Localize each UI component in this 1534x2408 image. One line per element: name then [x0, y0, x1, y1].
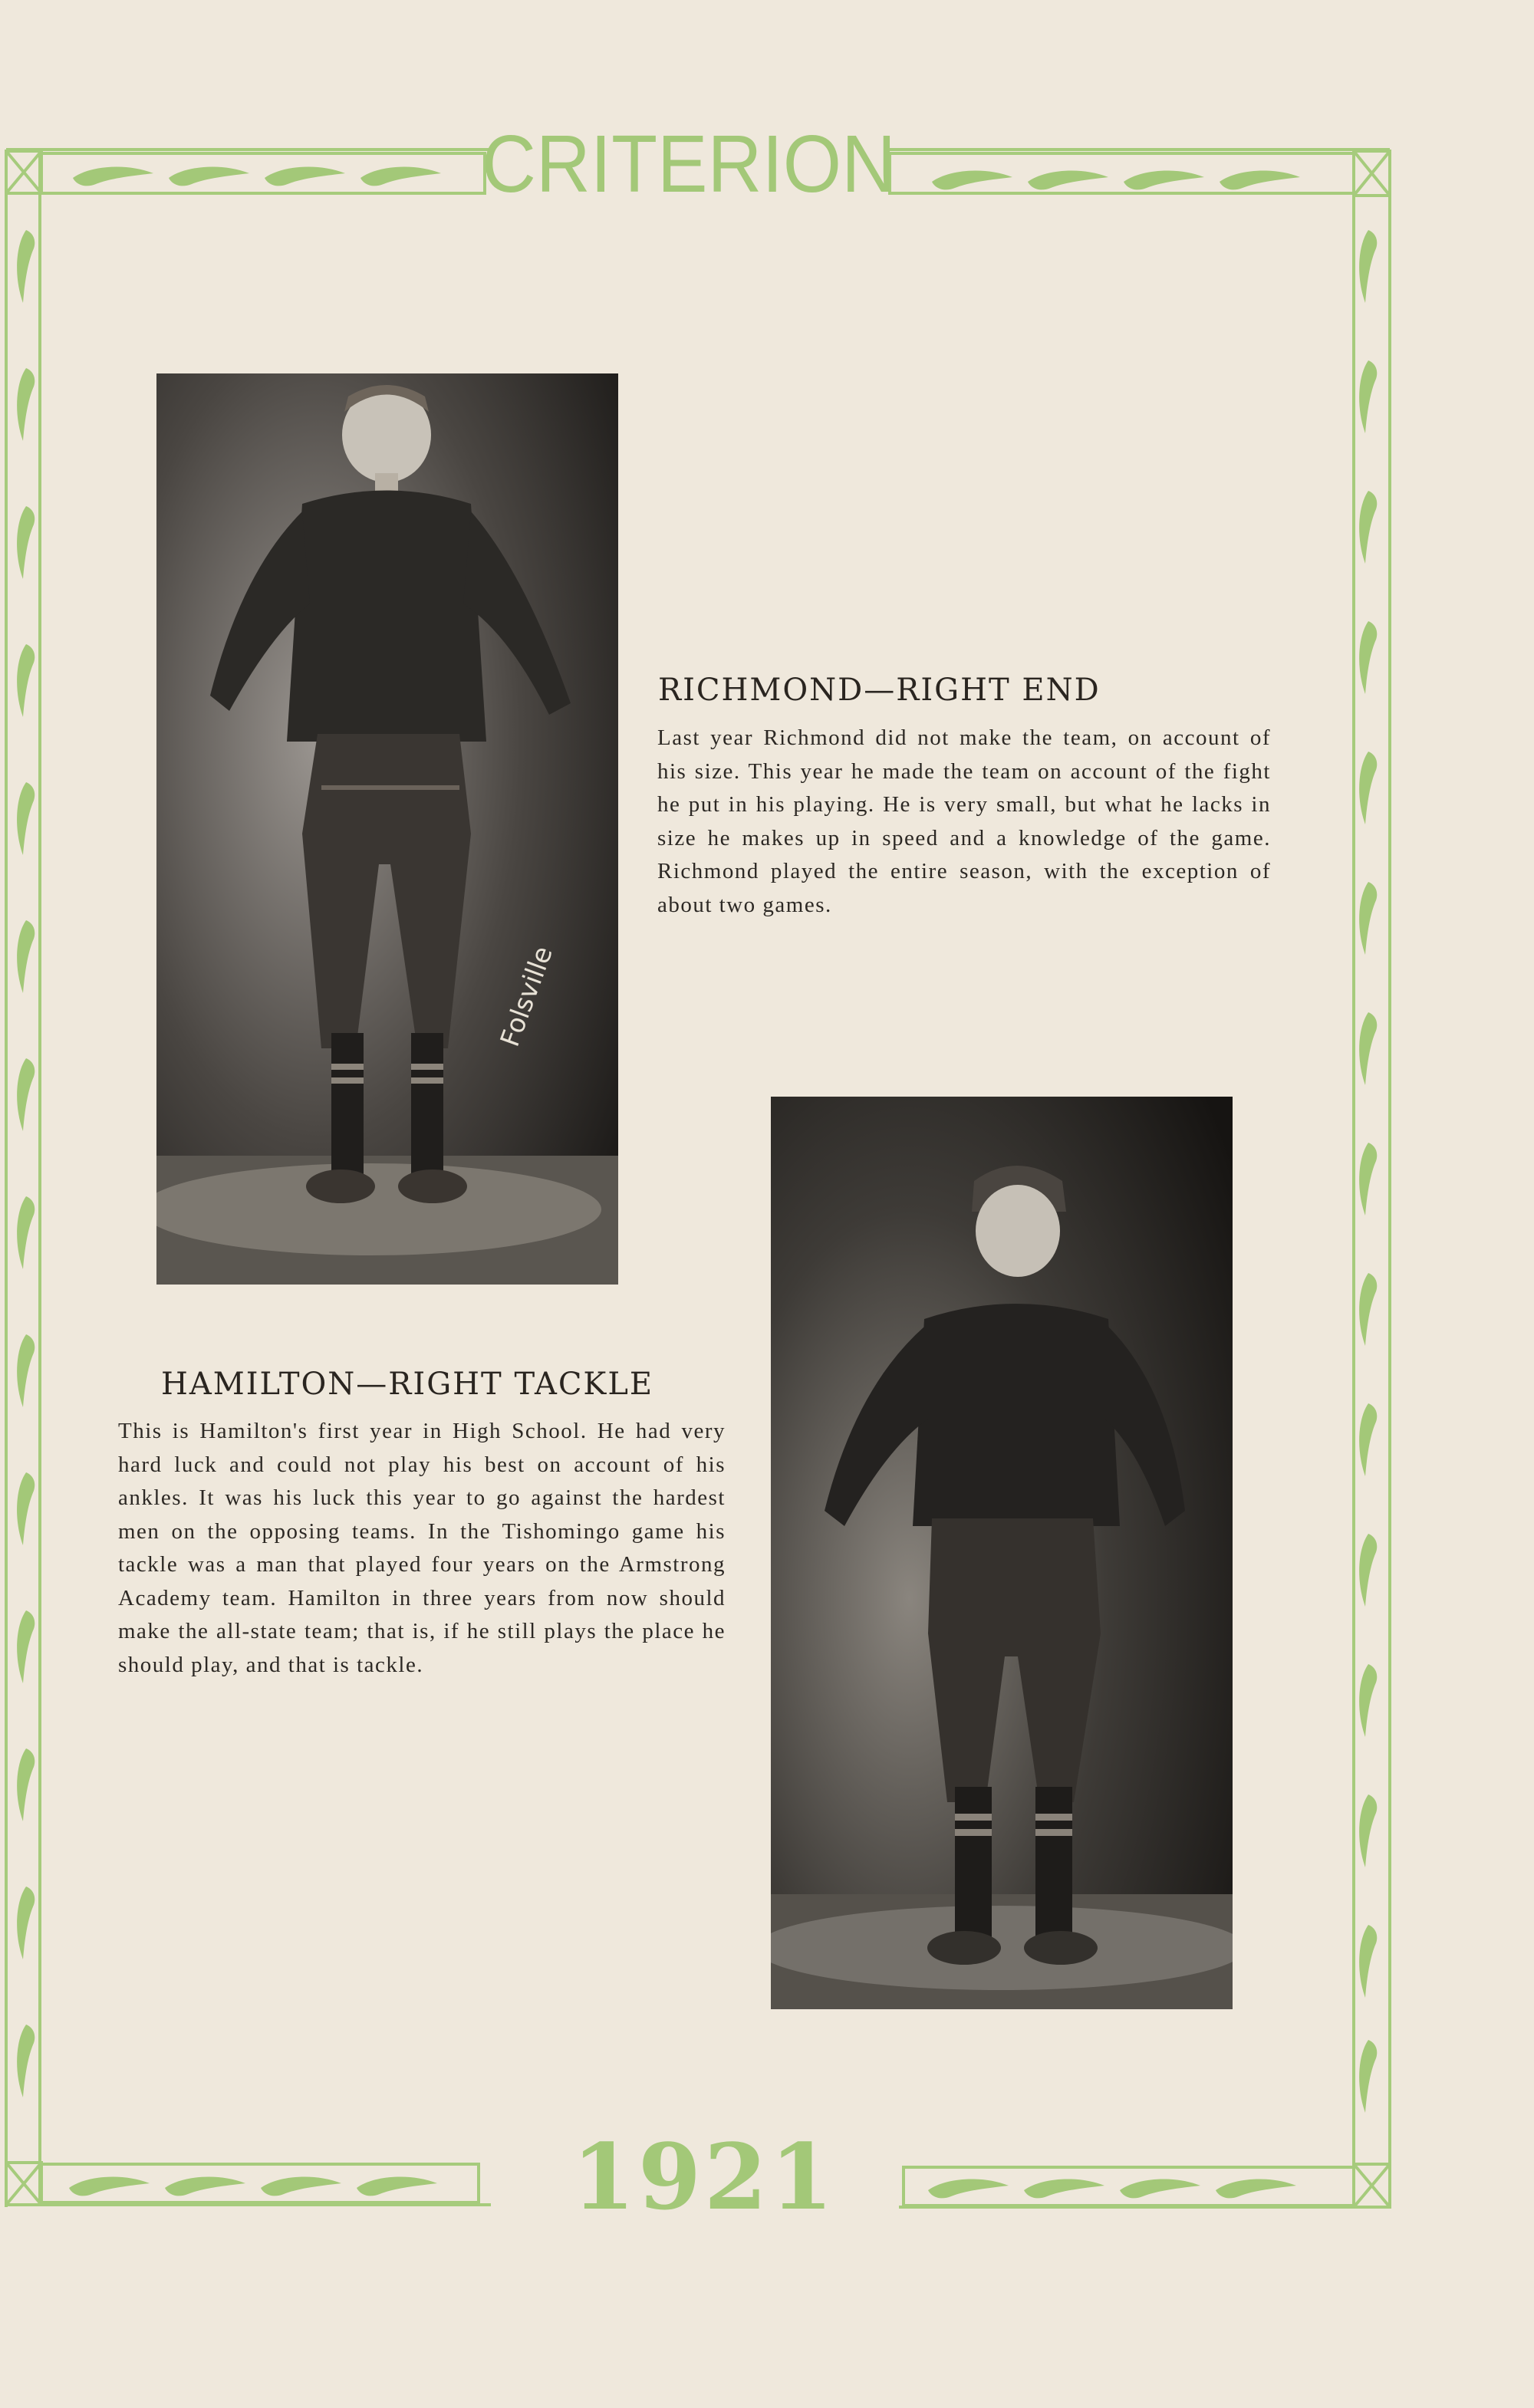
player-heading-richmond: RICHMOND—RIGHT END — [658, 673, 1101, 708]
player-photo-hamilton — [771, 1097, 1233, 2009]
player-bio-richmond: Last year Richmond did not make the team, on account of his size. This year he made the team on account of the fight he put in his playing. He is very small, but what he lacks in size he makes up in speed and a knowledge of the game. Richmond played the entire season, with the exception of about two games. — [657, 725, 1271, 917]
studio-signature: Folsville — [494, 942, 559, 1051]
player-bio-hamilton: This is Hamilton's first year in High School. He had very hard luck and could not play his best on account of his ankles. It was his luck this year to go against the hardest men on the opposing teams. In the Tishomingo game his tackle was a man that played four years on the Armstrong Academy team. Hamilton in three years from now should make the all-state team; that is, if he still plays the place he should play, and that is tackle. — [118, 1419, 726, 1677]
publication-title: CRITERION — [482, 119, 896, 209]
player-heading-hamilton: HAMILTON—RIGHT TACKLE — [161, 1367, 654, 1402]
player-photo-richmond — [156, 373, 618, 1285]
publication-year: 1921 — [571, 2123, 837, 2230]
